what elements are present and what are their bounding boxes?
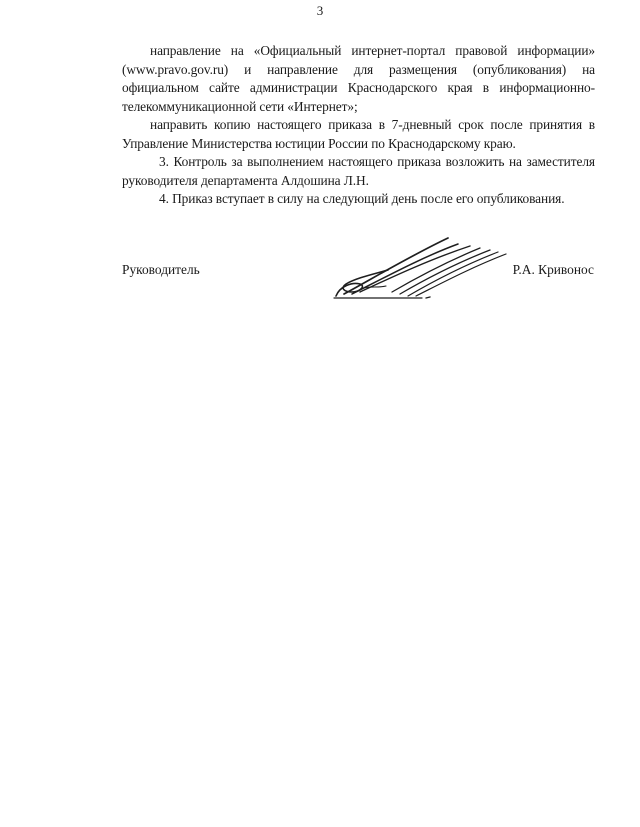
paragraph-send-copy: направить копию настоящего приказа в 7-дневный срок после принятия в Управление Министерства юстиции России по Краснодарскому краю. <box>122 117 595 151</box>
paragraph-publication: направление на «Официальный интернет-портал правовой информации» (www.pravo.gov.ru) и направление для размещения (опубликования) на официальном сайте администрации Краснодарского края в информационно-телекоммуникационной сети «Интернет»; <box>122 43 595 114</box>
document-body <box>122 42 595 209</box>
paragraph-effective-date: 4. Приказ вступает в силу на следующий день после его опубликования. <box>159 191 565 206</box>
page-number: 3 <box>316 3 324 18</box>
signature-block <box>0 220 640 310</box>
signatory-name: Р.А. Кривонос <box>512 262 594 277</box>
signatory-title: Руководитель <box>122 262 200 277</box>
signature-icon <box>330 228 525 300</box>
paragraph-control: 3. Контроль за выполнением настоящего приказа возложить на заместителя руководителя департамента Алдошина Л.Н. <box>122 154 595 188</box>
